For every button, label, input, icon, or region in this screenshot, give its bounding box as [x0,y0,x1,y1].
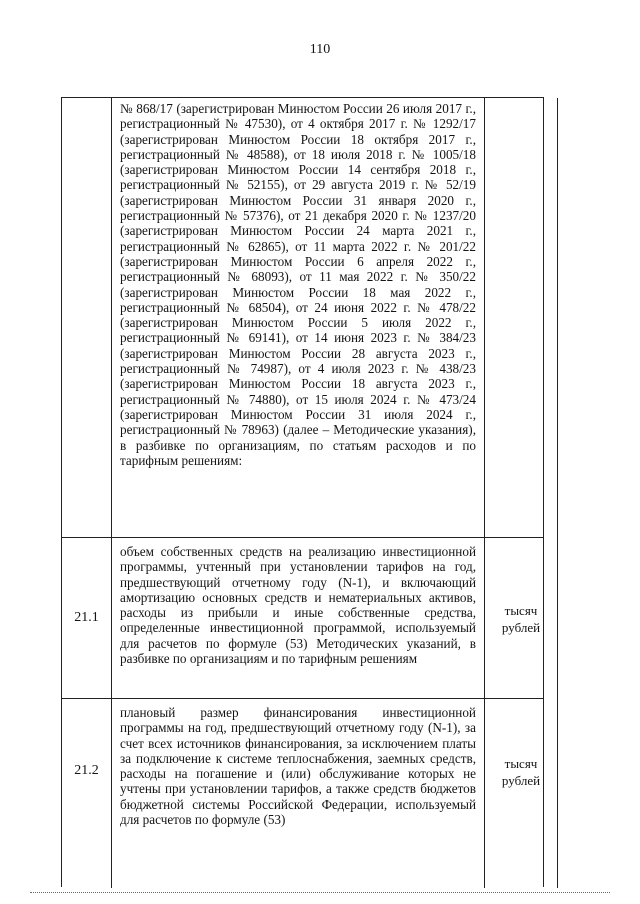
data-table [61,97,544,887]
row-unit: тысяч рублей [501,756,541,788]
table-row [62,97,543,538]
row-text-cell [112,538,485,699]
table-row [62,698,543,888]
row-text-cell [112,699,485,888]
row-text: № 868/17 (зарегистрирован Минюстом России 26 июля 2017 г., регистрационный № 47530), от 4 октября 2017 г. № 1292/17 (зарегистрирован Минюстом России 18 октября 2017 г., регистрационный № 48588), от 18 июля 2018 г. № 1005/18 (зарегистрирован Минюстом России 14 сентября 2018 г., регистрационный № 52155), от 29 августа 2019 г. № 52/19 (зарегистрирован Минюстом России 31 января 2020 г., регистрационный № 57376), от 21 декабря 2020 г. № 1237/20 (зарегистрирован Минюстом России 24 марта 2021 г., регистрационный № 62865), от 11 марта 2022 г. № 201/22 (зарегистрирован Минюстом России 6 апреля 2022 г., регистрационный № 68093), от 11 мая 2022 г. № 350/22 (зарегистрирован Минюстом России 18 мая 2022 г., регистрационный № 68504), от 24 июня 2022 г. № 478/22 (зарегистрирован Минюстом России 5 июля 2022 г., регистрационный № 69141), от 14 июня 2023 г. № 384/23 (зарегистрирован Минюстом России 28 августа 2023 г., регистрационный № 74987), от 4 июля 2023 г. № 438/23 (зарегистрирован Минюстом России 18 августа 2023 г., регистрационный № 74880), от 15 июля 2024 г. № 473/24 (зарегистрирован Минюстом России 31 июля 2024 г., регистрационный № 78963) (далее – Методические указания), в разбивке по организациям, по статьям расходов и по тарифным решениям: [120,101,476,468]
row-unit-cell [485,699,558,888]
row-text: объем собственных средств на реализацию инвестиционной программы, учтенный при установлении тарифов на год, предшествующий отчетному году (N-1), и включающий амортизацию основных средств и нематериальных активов, расходы из прибыли и иные собственные средства, определенные инвестиционной программой, используемый для расчетов по формуле (53) Методических указаний, в разбивке по организациям и по тарифным решениям [120,544,476,667]
row-number-cell [62,538,112,699]
row-number-cell [62,699,112,888]
row-extra-cell [558,538,603,699]
row-extra-cell [558,699,603,888]
row-unit-cell [485,98,558,538]
row-number: 21.2 [74,763,99,778]
page-number: 110 [309,42,331,57]
row-extra-cell [558,98,603,538]
table-row [62,537,543,699]
row-unit: тысяч рублей [501,603,541,635]
row-number-cell [62,98,112,538]
row-text: плановый размер финансирования инвестиционной программы на год, предшествующий отчетному году (N-1), за счет всех источников финансирования, за исключением платы за подключение к системе теплоснабжения, заемных средств, расходы на погашение и (или) обслуживание которых не учтены при установлении тарифов, а также средств бюджетов бюджетной системы Российской Федерации, используемый для расчетов по формуле (53) [120,705,476,828]
row-unit-cell [485,538,558,699]
row-number: 21.1 [74,610,99,625]
scan-edge-divider [30,892,610,895]
row-text-cell [112,98,485,538]
